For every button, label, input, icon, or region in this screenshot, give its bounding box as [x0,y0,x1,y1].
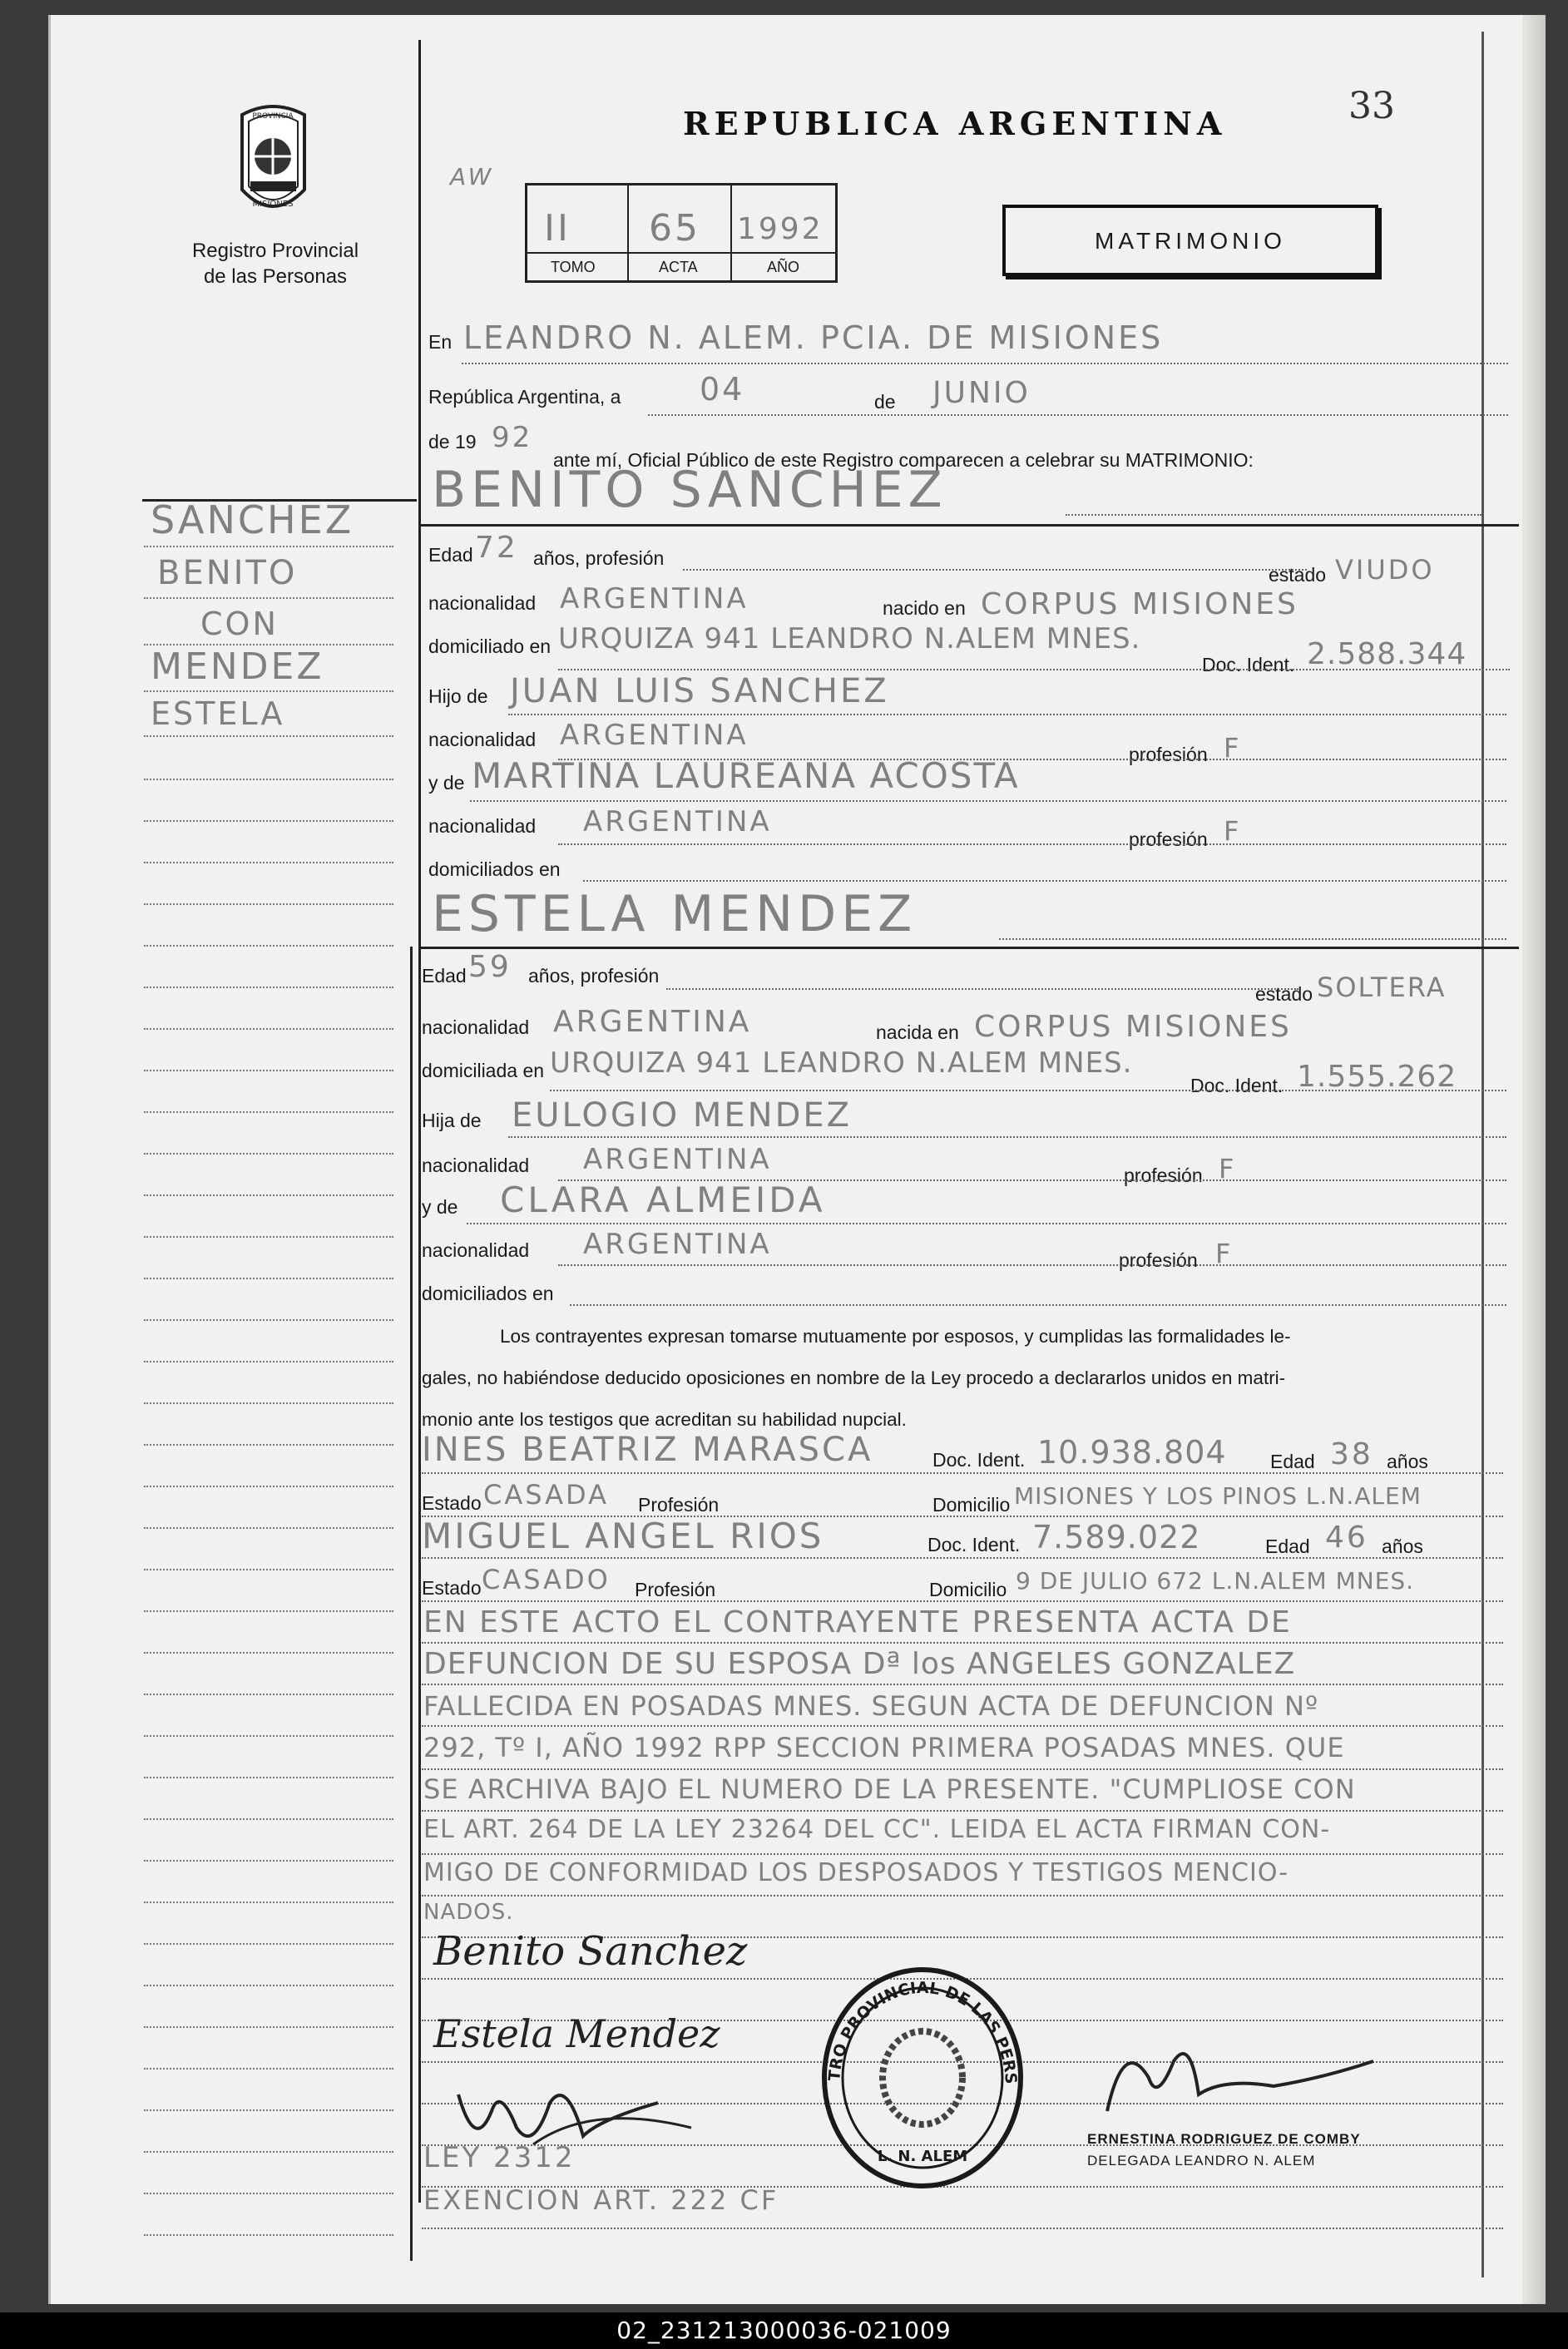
groom-mother: MARTINA LAUREANA ACOSTA [472,755,1020,796]
witness2-edad: 46 [1325,1521,1368,1555]
note-line-3: FALLECIDA EN POSADAS MNES. SEGUN ACTA DE DEFUNCION Nº [423,1690,1319,1722]
witness1-domicilio: MISIONES Y LOS PINOS L.N.ALEM [1014,1482,1422,1510]
groom-edad-label: Edad [428,544,473,566]
bride-doc-label: Doc. Ident. [1190,1075,1284,1096]
svg-text:REGISTRO PROVINCIAL DE LAS PER: TRO PROVINCIAL DE LAS PERS [825,1978,1021,2085]
bride-domicilio: URQUIZA 941 LEANDRO N.ALEM MNES. [550,1046,1133,1080]
witness1-edad: 38 [1330,1437,1373,1471]
note-line-6: EL ART. 264 DE LA LEY 23264 DEL CC". LEIDA EL ACTA FIRMAN CON- [423,1815,1331,1844]
groom-father-prof-label: profesión [1129,744,1208,765]
groom-nacionalidad-label: nacionalidad [428,592,537,614]
bride-anos-profesion: años, profesión [528,965,660,987]
margin-note-1: SANCHEZ [151,497,354,542]
witness1-domicilio-label: Domicilio [932,1494,1011,1516]
groom-name: BENITO SANCHEZ [432,461,947,519]
tomo-value: II [544,207,571,250]
witness2-estado-label: Estado [422,1577,482,1599]
official-name: ERNESTINA RODRIGUEZ DE COMBY [1087,2131,1361,2147]
svg-text:PROVINCIA: PROVINCIA [252,112,294,121]
note-line-2: DEFUNCION DE SU ESPOSA Dª los ANGELES GONZALEZ [423,1647,1296,1681]
law-note: LEY 2312 [423,2141,576,2174]
bride-yde-label: y de [422,1196,458,1218]
official-title: DELEGADA LEANDRO N. ALEM [1087,2153,1316,2168]
bride-nacida-label: nacida en [876,1021,959,1043]
witness1-estado: CASADA [483,1479,609,1511]
groom-edad: 72 [475,531,518,565]
acta-label: ACTA [659,259,698,275]
bride-edad-label: Edad [422,965,467,987]
groom-nacionalidad: ARGENTINA [560,582,749,616]
margin-note-4: MENDEZ [151,645,324,688]
ano-label: AÑO [767,259,800,275]
witness2-domicilio-label: Domicilio [929,1579,1007,1600]
note-line-8: NADOS. [423,1900,514,1925]
witness1-doc: 10.938.804 [1037,1434,1227,1471]
margin-note-5: ESTELA [151,695,285,732]
day-value: 04 [700,371,745,408]
year-suffix: 92 [492,421,533,454]
de-label: de [874,391,896,413]
bride-father-nac-label: nacionalidad [422,1155,530,1176]
bride-nacionalidad: ARGENTINA [553,1005,752,1039]
record-number-box [525,183,838,283]
groom-doc-label: Doc. Ident. [1202,654,1295,675]
bride-mother: CLARA ALMEIDA [500,1179,826,1220]
bride-hija-label: Hija de [422,1110,482,1131]
right-rule [1481,32,1484,2277]
groom-domicilio: URQUIZA 941 LEANDRO N.ALEM MNES. [558,622,1141,655]
margin-note-3: CON [200,606,279,642]
registry-stamp [814,1961,1031,2194]
witness2-name: MIGUEL ANGEL RIOS [422,1516,824,1556]
bride-domicilio-label: domiciliada en [422,1060,545,1081]
groom-domicilio-label: domiciliado en [428,635,552,657]
scan-id-footer: 02_231213000036-021009 [0,2312,1568,2349]
witness1-edad-label: Edad [1270,1451,1315,1472]
svg-text:L. N. ALEM: L. N. ALEM [877,2148,968,2165]
bride-mother-prof: F [1215,1238,1234,1269]
ano-value: 1992 [737,212,824,246]
bride-mother-nac-label: nacionalidad [422,1239,530,1261]
intro-text: ante mí, Oficial Público de este Registro comparecen a celebrar su MATRIMONIO: [553,449,1254,471]
groom-mother-nac-label: nacionalidad [428,815,537,837]
registry-name-line2: de las Personas [203,265,348,288]
margin-rule-upper [418,40,421,2203]
bride-father: EULOGIO MENDEZ [512,1096,853,1135]
groom-estado-label: estado [1269,564,1327,586]
witness2-profesion-label: Profesión [635,1579,716,1600]
groom-nacido-label: nacido en [883,597,966,619]
groom-father-nac-label: nacionalidad [428,729,537,750]
witness2-doc-label: Doc. Ident. [927,1534,1021,1555]
witness2-domicilio: 9 DE JULIO 672 L.N.ALEM MNES. [1016,1567,1415,1595]
document-page [48,15,1546,2304]
witness1-estado-label: Estado [422,1492,482,1514]
margin-rule-lower [410,947,413,2261]
official-signature [1091,2028,1390,2128]
groom-mother-nac: ARGENTINA [583,805,772,838]
witness2-doc: 7.589.022 [1032,1519,1201,1555]
groom-hijo-label: Hijo de [428,685,488,707]
bride-edad: 59 [468,950,512,984]
page-edge [1522,15,1546,2304]
groom-anos-profesion: años, profesión [533,547,665,569]
bride-father-prof-label: profesión [1124,1165,1203,1186]
document-type-box [1002,205,1378,276]
bride-father-prof: F [1219,1153,1237,1184]
tomo-label: TOMO [551,259,596,275]
place-value: LEANDRO N. ALEM. PCIA. DE MISIONES [463,319,1164,356]
note-line-1: EN ESTE ACTO EL CONTRAYENTE PRESENTA ACTA DE [423,1605,1292,1639]
witness2-edad-label: Edad [1265,1536,1310,1557]
groom-father-nac: ARGENTINA [560,719,749,752]
witness2-estado: CASADO [482,1564,611,1595]
bride-estado-label: estado [1255,983,1313,1005]
witness1-doc-label: Doc. Ident. [932,1449,1026,1471]
groom-mother-prof-label: profesión [1129,828,1208,850]
page-number: 33 [1348,85,1395,127]
note-line-4: 292, Tº I, AÑO 1992 RPP SECCION PRIMERA POSADAS MNES. QUE [423,1732,1345,1763]
en-label: En [428,331,453,353]
bride-name: ESTELA MENDEZ [432,885,918,943]
note-line-7: MIGO DE CONFORMIDAD LOS DESPOSADOS Y TESTIGOS MENCIO- [423,1858,1289,1887]
month-value: JUNIO [932,376,1031,410]
groom-signature: Benito Sanchez [433,1928,748,1975]
groom-doc: 2.588.344 [1307,637,1467,671]
bride-signature: Estela Mendez [433,2011,720,2056]
note-line-5: SE ARCHIVA BAJO EL NUMERO DE LA PRESENTE. "CUMPLIOSE CON [423,1773,1356,1805]
bride-nacionalidad-label: nacionalidad [422,1016,530,1038]
bride-mother-prof-label: profesión [1119,1249,1198,1271]
groom-nacido: CORPUS MISIONES [981,587,1298,621]
groom-estado: VIUDO [1335,554,1435,586]
groom-father: JUAN LUIS SANCHEZ [510,672,889,710]
svg-text:MISIONES: MISIONES [252,200,294,209]
province-seal-icon [225,98,321,223]
bride-father-nac: ARGENTINA [583,1143,772,1176]
declaration-line1: Los contrayentes expresan tomarse mutuamente por esposos, y cumplidas las formalidades le- [500,1326,1291,1347]
acta-value: 65 [649,207,700,250]
groom-domiciliados-label: domiciliados en [428,858,561,880]
bride-estado: SOLTERA [1317,972,1447,1003]
bride-mother-nac: ARGENTINA [583,1228,772,1261]
initials-mark: AW [450,163,494,190]
bride-doc: 1.555.262 [1297,1060,1457,1094]
witness1-profesion-label: Profesión [638,1494,720,1516]
document-type: MATRIMONIO [1095,228,1286,254]
republica-label: República Argentina, a [428,386,621,408]
witness2-anos: años [1382,1536,1423,1557]
year-prefix: de 19 [428,431,477,452]
registry-name-line1: Registro Provincial [191,240,359,262]
groom-yde-label: y de [428,772,465,794]
groom-father-prof: F [1224,732,1242,764]
witness1-name: INES BEATRIZ MARASCA [422,1431,873,1469]
witness1-anos: años [1387,1451,1428,1472]
groom-mother-prof: F [1224,815,1242,847]
bride-nacida: CORPUS MISIONES [974,1010,1292,1044]
declaration-line3: monio ante los testigos que acreditan su habilidad nupcial. [422,1409,907,1430]
declaration-line2: gales, no habiéndose deducido oposiciones en nombre de la Ley procedo a declararlos unidos en matri- [422,1367,1286,1388]
exemption-note: EXENCION ART. 222 CF [423,2184,779,2216]
country-title: REPUBLICA ARGENTINA [683,105,1227,142]
bride-domiciliados-label: domiciliados en [422,1283,554,1304]
margin-note-2: BENITO [157,554,298,592]
